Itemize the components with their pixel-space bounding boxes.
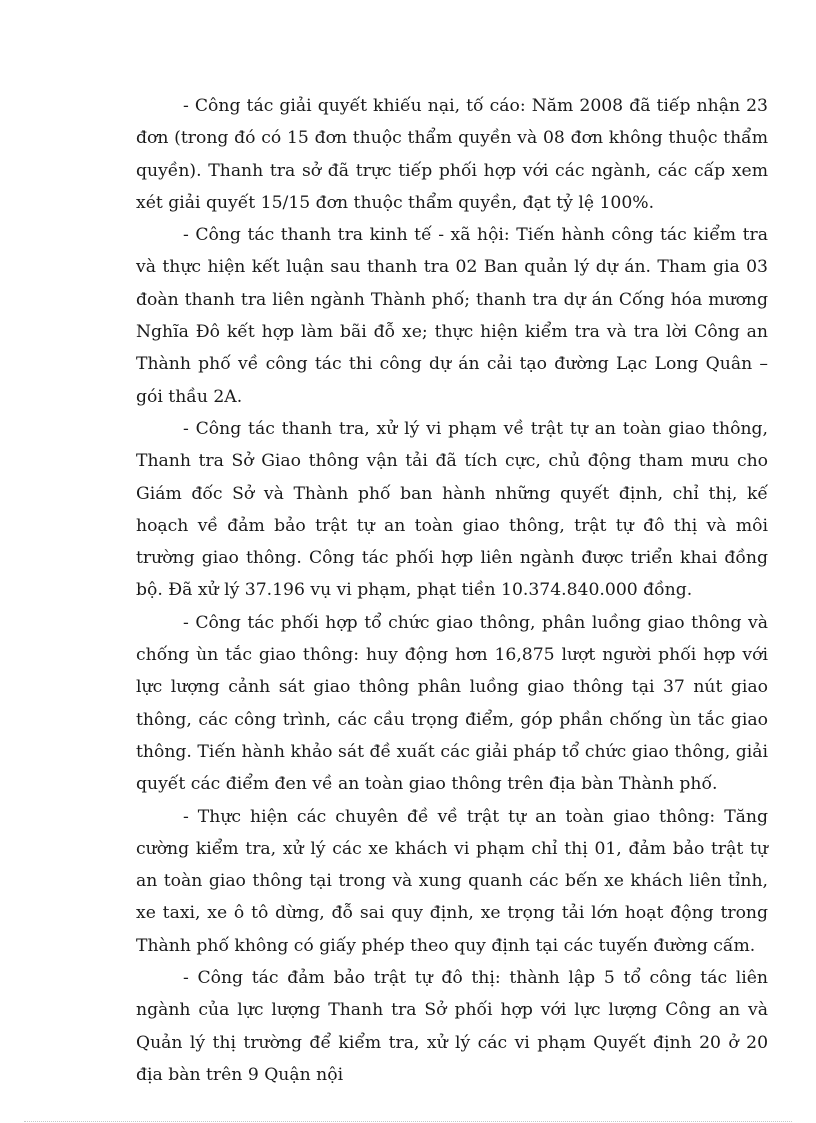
paragraph-complaints: - Công tác giải quyết khiếu nại, tố cáo: Năm 2008 đã tiếp nhận 23 đơn (trong đó có 15 đơn thuộc thẩm quyền và 08 đơn không thuộc thẩm quyền). Thanh tra sở đã trực tiếp phối hợp với các ngành, các cấp xem xét giải quyết 15/15 đơn thuộc thẩm quyền, đạt tỷ lệ 100%. xyxy=(136,96,768,213)
paragraph-traffic-topics: - Thực hiện các chuyên đề về trật tự an toàn giao thông: Tăng cường kiểm tra, xử lý các xe khách vi phạm chỉ thị 01, đảm bảo trật tự an toàn giao thông tại trong và xung quanh các bến xe khách liên tỉnh, xe taxi, xe ô tô dừng, đỗ sai quy định, xe trọng tải lớn hoạt động trong Thành phố không có giấy phép theo quy định tại các tuyến đường cấm. xyxy=(136,806,768,956)
paragraph-urban-order: - Công tác đảm bảo trật tự đô thị: thành lập 5 tổ công tác liên ngành của lực lượng Thanh tra Sở phối hợp với lực lượng Công an và Quản lý thị trường để kiểm tra, xử lý các vi phạm Quyết định 20 ở 20 địa bàn trên 9 Quận nội xyxy=(136,968,768,1085)
paragraph-traffic-violations: - Công tác thanh tra, xử lý vi phạm về trật tự an toàn giao thông, Thanh tra Sở Giao thông vận tải đã tích cực, chủ động tham mưu cho Giám đốc Sở và Thành phố ban hành những quyết định, chỉ thị, kế hoạch về đảm bảo trật tự an toàn giao thông, trật tự đô thị và môi trường giao thông. Công tác phối hợp liên ngành được triển khai đồng bộ. Đã xử lý 37.196 vụ vi phạm, phạt tiền 10.374.840.000 đồng. xyxy=(136,418,768,601)
paragraph-economic-inspection: - Công tác thanh tra kinh tế - xã hội: Tiến hành công tác kiểm tra và thực hiện kết luận sau thanh tra 02 Ban quản lý dự án. Tham gia 03 đoàn thanh tra liên ngành Thành phố; thanh tra dự án Cống hóa mương Nghĩa Đô kết hợp làm bãi đỗ xe; thực hiện kiểm tra và tra lời Công an Thành phố về công tác thi công dự án cải tạo đường Lạc Long Quân – gói thầu 2A. xyxy=(136,225,768,407)
paragraph-traffic-coordination: - Công tác phối hợp tổ chức giao thông, phân luồng giao thông và chống ùn tắc giao thông: huy động hơn 16,875 lượt người phối hợp với lực lượng cảnh sát giao thông phân luồng giao thông tại 37 nút giao thông, các công trình, các cầu trọng điểm, góp phần chống ùn tắc giao thông. Tiến hành khảo sát đề xuất các giải pháp tổ chức giao thông, giải quyết các điểm đen về an toàn giao thông trên địa bàn Thành phố. xyxy=(136,612,768,795)
document-body xyxy=(136,90,768,1091)
page-bottom-divider xyxy=(24,1121,792,1122)
